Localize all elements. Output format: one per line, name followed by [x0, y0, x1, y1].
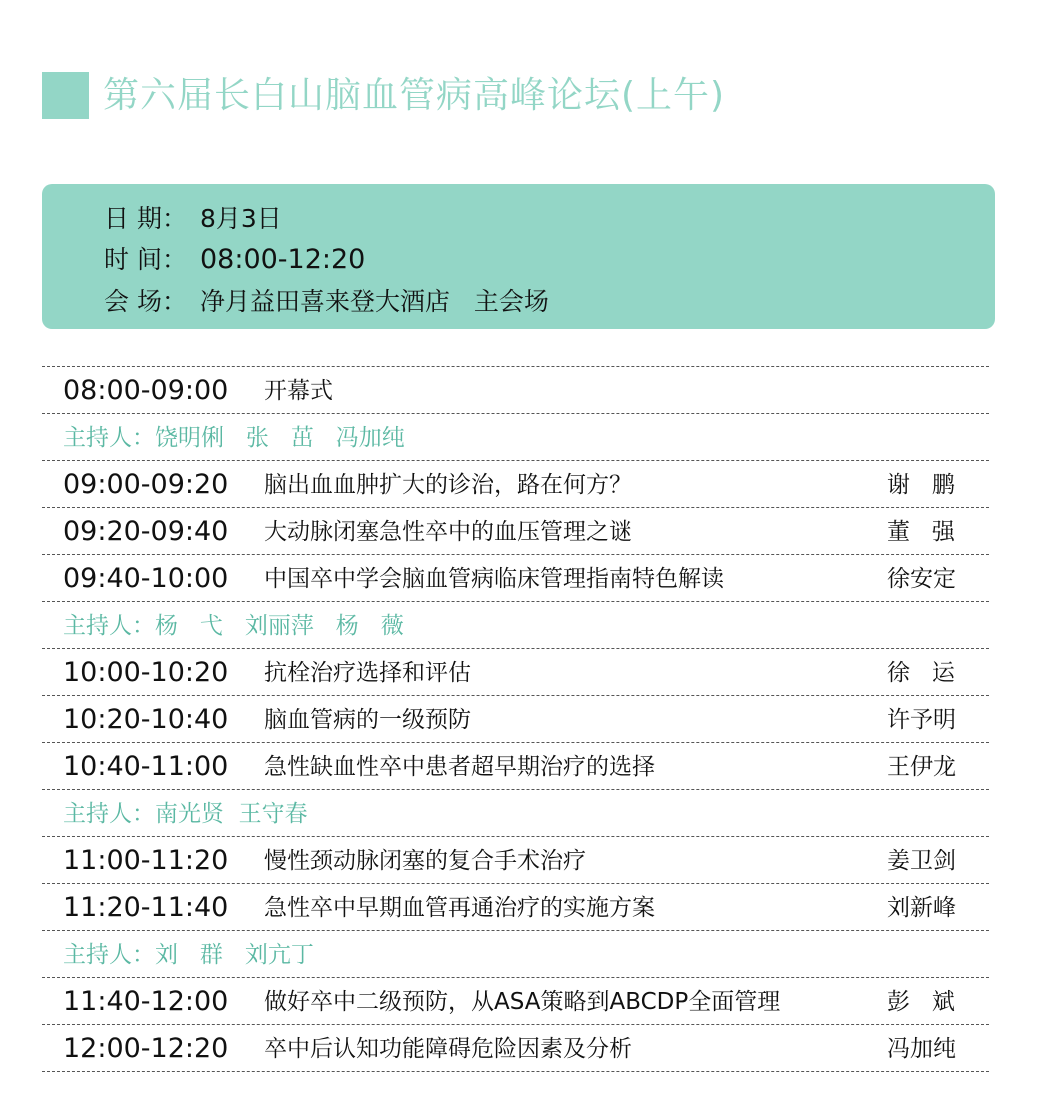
- session-speaker: 王伊龙: [887, 754, 956, 780]
- session-speaker: 董 强: [887, 519, 955, 545]
- info-time-label: 时 间：: [104, 245, 187, 274]
- session-topic: 开幕式: [264, 378, 333, 404]
- info-date-value: 8月3日: [200, 204, 282, 233]
- session-topic: 大动脉闭塞急性卒中的血压管理之谜: [264, 519, 632, 545]
- session-speaker: 冯加纯: [887, 1036, 956, 1062]
- session-time: 11:00-11:20: [63, 845, 229, 876]
- schedule-row: [42, 461, 989, 508]
- session-time: 09:40-10:00: [63, 563, 229, 594]
- schedule-row: [42, 696, 989, 743]
- session-topic: 卒中后认知功能障碍危险因素及分析: [264, 1036, 632, 1062]
- host-row: [42, 602, 989, 649]
- host-names: 主持人：刘 群 刘亢丁: [63, 942, 314, 968]
- session-speaker: 徐安定: [887, 566, 956, 592]
- session-topic: 慢性颈动脉闭塞的复合手术治疗: [264, 848, 586, 874]
- info-venue: [104, 284, 549, 320]
- schedule-row: [42, 508, 989, 555]
- session-time: 10:00-10:20: [63, 657, 229, 688]
- host-row: [42, 931, 989, 978]
- host-names: 主持人：杨 弋 刘丽萍 杨 薇: [63, 613, 404, 639]
- session-time: 09:20-09:40: [63, 516, 229, 547]
- session-time: 12:00-12:20: [63, 1033, 229, 1064]
- schedule-row: [42, 743, 989, 790]
- session-time: 08:00-09:00: [63, 375, 229, 406]
- host-row: [42, 414, 989, 461]
- info-time-value: 08:00-12:20: [200, 244, 366, 275]
- session-topic: 脑血管病的一级预防: [264, 707, 471, 733]
- session-speaker: 许予明: [887, 707, 956, 733]
- session-speaker: 徐 运: [887, 660, 955, 686]
- session-topic: 中国卒中学会脑血管病临床管理指南特色解读: [264, 566, 724, 592]
- info-date: [104, 201, 282, 237]
- session-speaker: 姜卫剑: [887, 848, 956, 874]
- session-time: 10:20-10:40: [63, 704, 229, 735]
- host-names: 主持人：饶明俐 张 茁 冯加纯: [63, 425, 405, 451]
- session-topic: 做好卒中二级预防，从ASA策略到ABCDP全面管理: [264, 989, 781, 1015]
- page-title: 第六届长白山脑血管病高峰论坛(上午): [103, 75, 726, 116]
- info-venue-value: 净月益田喜来登大酒店 主会场: [200, 287, 549, 316]
- schedule-table: [42, 366, 989, 1072]
- event-info-panel: [42, 184, 995, 329]
- host-row: [42, 790, 989, 837]
- schedule-row: [42, 555, 989, 602]
- session-time: 09:00-09:20: [63, 469, 229, 500]
- session-speaker: 刘新峰: [887, 895, 956, 921]
- host-names: 主持人：南光贤 王守春: [63, 801, 308, 827]
- session-time: 11:40-12:00: [63, 986, 229, 1017]
- session-time: 11:20-11:40: [63, 892, 229, 923]
- schedule-row: [42, 884, 989, 931]
- info-venue-label: 会 场：: [104, 287, 187, 316]
- schedule-row: [42, 837, 989, 884]
- session-speaker: 谢 鹏: [887, 472, 955, 498]
- schedule-row: [42, 649, 989, 696]
- session-topic: 急性卒中早期血管再通治疗的实施方案: [264, 895, 655, 921]
- session-topic: 急性缺血性卒中患者超早期治疗的选择: [264, 754, 655, 780]
- session-time: 10:40-11:00: [63, 751, 229, 782]
- schedule-row: [42, 978, 989, 1025]
- session-topic: 脑出血血肿扩大的诊治，路在何方？: [264, 472, 632, 498]
- info-time: [104, 242, 365, 278]
- session-speaker: 彭 斌: [887, 989, 955, 1015]
- title-accent-block: [42, 72, 89, 119]
- schedule-row: [42, 1025, 989, 1072]
- session-topic: 抗栓治疗选择和评估: [264, 660, 471, 686]
- info-date-label: 日 期：: [104, 204, 187, 233]
- schedule-row: [42, 367, 989, 414]
